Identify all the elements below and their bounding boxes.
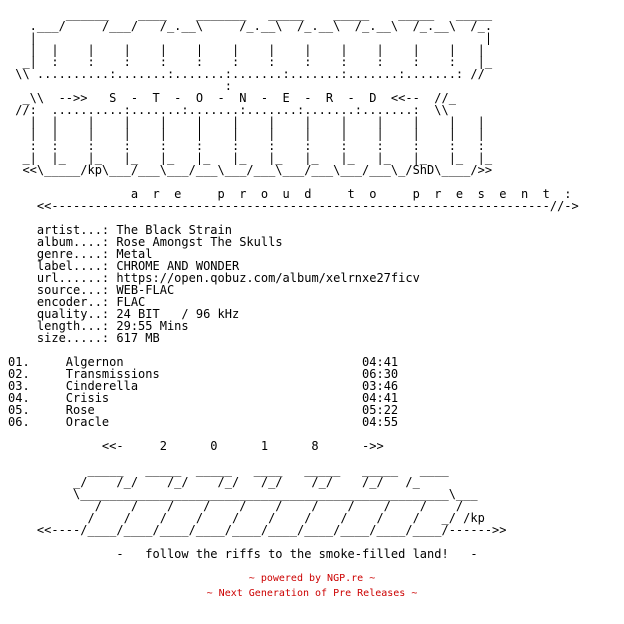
track-title: Cinderella xyxy=(65,379,363,393)
track-title: Transmissions xyxy=(65,367,363,381)
header-art-line: //: ..........:.......:.......:.......:.......:.......: \\ xyxy=(8,103,449,117)
track-duration: 05:22 xyxy=(362,403,399,417)
bottom-art-line: / / / / / / / / / / / xyxy=(8,499,464,513)
track-number: 03. xyxy=(8,379,66,393)
header-art-line: _\\ -->> S - T - O - N - E - R - D <<-- //_ xyxy=(8,91,456,105)
info-key: genre....: xyxy=(8,247,117,261)
track-row xyxy=(8,415,398,429)
info-value: https://open.qobuz.com/album/xelrnxe27ficv xyxy=(116,271,420,285)
info-key: source...: xyxy=(8,283,117,297)
header-art-line: ______ ____ _______ _____ _____ _____ _____ xyxy=(8,7,493,21)
track-title: Crisis xyxy=(65,391,363,405)
track-number: 05. xyxy=(8,403,66,417)
header-art-line: <<\_____/kp\___/___\___/___\___/___\___/___\___/___\_/ShD\____/>> xyxy=(8,163,493,177)
info-key: artist...: xyxy=(8,223,117,237)
tagline: - follow the riffs to the smoke-filled land! - xyxy=(8,547,478,561)
divider-line: <<---------------------------------------------------------------------//-> xyxy=(8,199,579,213)
track-number: 01. xyxy=(8,355,66,369)
track-title: Algernon xyxy=(65,355,363,369)
track-duration: 06:30 xyxy=(362,367,399,381)
track-number: 06. xyxy=(8,415,66,429)
footer xyxy=(0,571,624,601)
info-row xyxy=(8,331,160,345)
info-key: size.....: xyxy=(8,331,117,345)
header-art-line: : : : : : : : : : : : : : : xyxy=(8,139,485,153)
track-duration: 03:46 xyxy=(362,379,399,393)
info-value: 24 BIT / 96 kHz xyxy=(116,307,240,321)
header-art-line: | | | | | | | | | | | | | | xyxy=(8,115,485,129)
header-art-line: : xyxy=(8,79,232,93)
info-value: Rose Amongst The Skulls xyxy=(116,235,283,249)
nfo-text xyxy=(8,8,579,560)
footer-powered-by: ~ powered by NGP.re ~ xyxy=(248,573,376,584)
info-key: encoder..: xyxy=(8,295,117,309)
track-duration: 04:41 xyxy=(362,391,399,405)
track-title: Rose xyxy=(65,403,363,417)
track-number: 04. xyxy=(8,391,66,405)
track-number: 02. xyxy=(8,367,66,381)
bottom-art-line: <<----/____/____/____/____/____/____/____/____/____/____/------>> xyxy=(8,523,507,537)
info-key: album....: xyxy=(8,235,117,249)
header-art-line: _| |_ |_ |_ |_ |_ |_ |_ |_ |_ |_ |_ |_ |_ xyxy=(8,151,493,165)
bottom-art-line: _/ /_/ /_/ /_/ /_/ /_/ /_/ /_ xyxy=(8,475,420,489)
footer-tagline: ~ Next Generation of Pre Releases ~ xyxy=(206,588,418,599)
info-key: url......: xyxy=(8,271,117,285)
bottom-art-line: / / / / / / / / / / _/ /kp xyxy=(8,511,485,525)
info-value: The Black Strain xyxy=(116,223,232,237)
present-line: a r e p r o u d t o p r e s e n t : xyxy=(8,187,572,201)
header-art-line: | | | | | | | | | | | | | | xyxy=(8,43,485,57)
info-value: 29:55 Mins xyxy=(116,319,189,333)
track-duration: 04:55 xyxy=(362,415,399,429)
info-key: length...: xyxy=(8,319,117,333)
info-value: Metal xyxy=(116,247,153,261)
year-line: <<- 2 0 1 8 ->> xyxy=(8,439,384,453)
header-art-line: | | xyxy=(8,31,493,45)
track-title: Oracle xyxy=(65,415,363,429)
info-value: 617 MB xyxy=(116,331,160,345)
info-key: label....: xyxy=(8,259,117,273)
header-art-line: _| : : : : : : : : : : : : |_ xyxy=(8,55,493,69)
header-art-line: .___/ /___/ /_.__\ /_.__\ /_.__\ /_.__\ /_.__\ /_. xyxy=(8,19,493,33)
track-duration: 04:41 xyxy=(362,355,399,369)
bottom-art-line: \___________________________________________________\___ xyxy=(8,487,478,501)
info-value: WEB-FLAC xyxy=(116,283,175,297)
info-value: FLAC xyxy=(116,295,146,309)
header-art-line: \\ ..........:.......:.......:.......:.......:.......:.......: // xyxy=(8,67,485,81)
info-value: CHROME AND WONDER xyxy=(116,259,240,273)
bottom-art-line: _____ _____ _____ ____ _____ _____ ____ xyxy=(8,463,449,477)
info-key: quality..: xyxy=(8,307,117,321)
header-art-line: | | | | | | | | | | | | | | xyxy=(8,127,485,141)
